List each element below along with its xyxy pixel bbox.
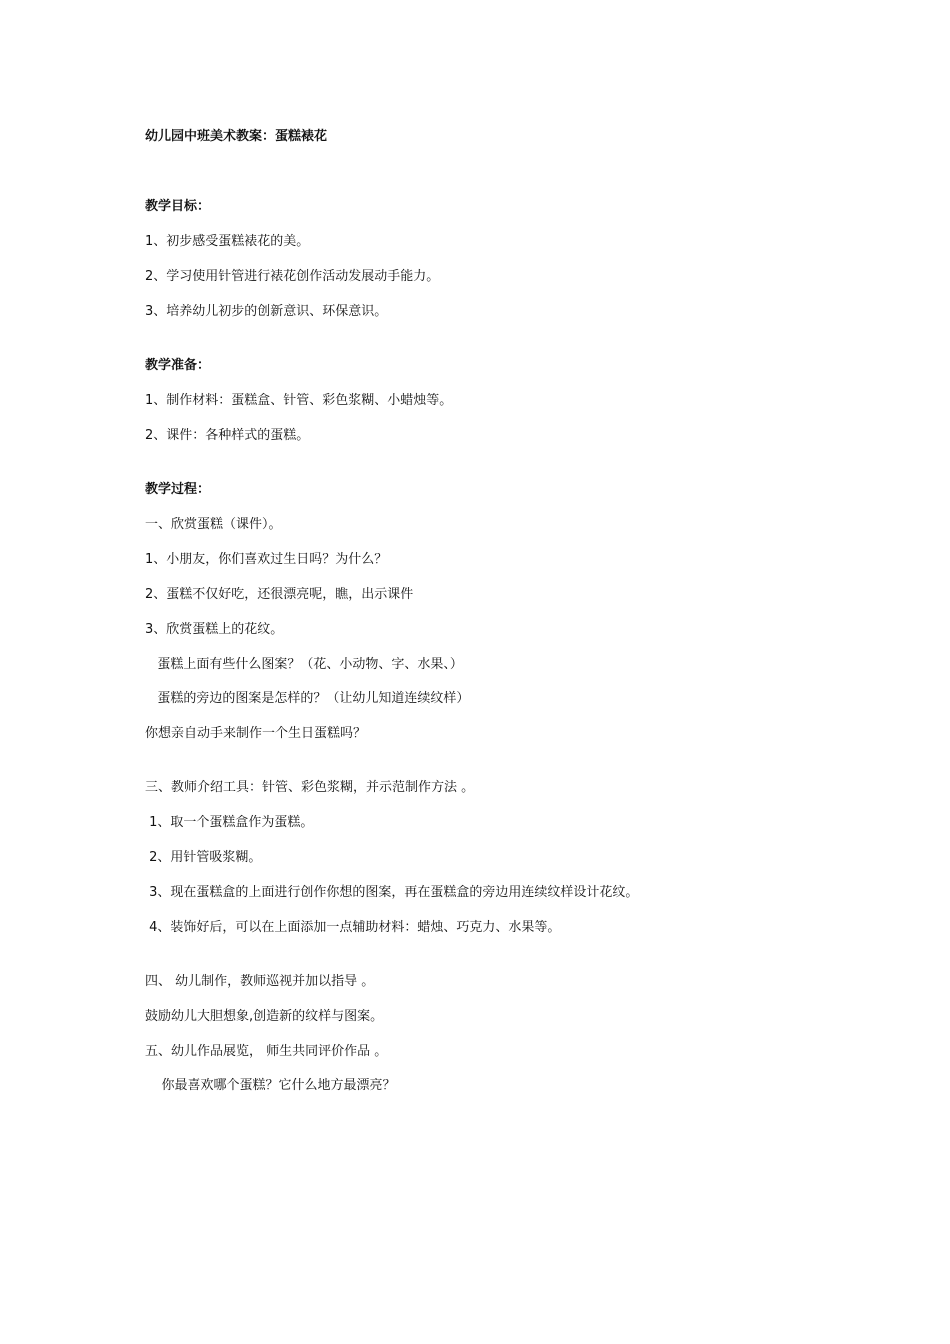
process-line: 4、装饰好后，可以在上面添加一点辅助材料：蜡烛、巧克力、水果等。 [145,920,561,935]
process-line: 四、 幼儿制作，教师巡视并加以指导 。 [145,974,375,989]
process-line: 你最喜欢哪个蛋糕？它什么地方最漂亮？ [145,1078,396,1093]
process-line: 一、欣赏蛋糕（课件）。 [145,517,282,532]
process-line: 鼓励幼儿大胆想象,创造新的纹样与图案。 [145,1009,384,1024]
preparation-heading: 教学准备： [145,358,211,373]
process-line: 2、蛋糕不仅好吃，还很漂亮呢，瞧，出示课件 [145,587,414,602]
objectives-heading: 教学目标： [145,199,211,214]
process-line: 2、用针管吸浆糊。 [145,850,262,865]
process-line: 3、现在蛋糕盒的上面进行创作你想的图案，再在蛋糕盒的旁边用连续纹样设计花纹。 [145,885,639,900]
document-title: 幼儿园中班美术教案：蛋糕裱花 [145,129,328,144]
objective-item: 1、初步感受蛋糕裱花的美。 [145,234,310,249]
process-heading: 教学过程： [145,482,211,497]
process-line: 你想亲自动手来制作一个生日蛋糕吗？ [145,726,367,741]
process-line: 三、教师介绍工具：针管、彩色浆糊，并示范制作方法 。 [145,780,475,795]
objective-item: 3、培养幼儿初步的创新意识、环保意识。 [145,304,388,319]
preparation-item: 1、制作材料：蛋糕盒、针管、彩色浆糊、小蜡烛等。 [145,393,453,408]
process-line: 1、小朋友，你们喜欢过生日吗？为什么？ [145,552,388,567]
objective-item: 2、学习使用针管进行裱花创作活动发展动手能力。 [145,269,440,284]
process-line: 蛋糕的旁边的图案是怎样的？（让幼儿知道连续纹样） [145,691,470,706]
process-line: 五、幼儿作品展览， 师生共同评价作品 。 [145,1044,388,1059]
preparation-item: 2、课件：各种样式的蛋糕。 [145,428,310,443]
process-line: 蛋糕上面有些什么图案？（花、小动物、字、水果、） [145,657,463,672]
process-line: 3、欣赏蛋糕上的花纹。 [145,622,284,637]
process-line: 1、取一个蛋糕盒作为蛋糕。 [145,815,314,830]
